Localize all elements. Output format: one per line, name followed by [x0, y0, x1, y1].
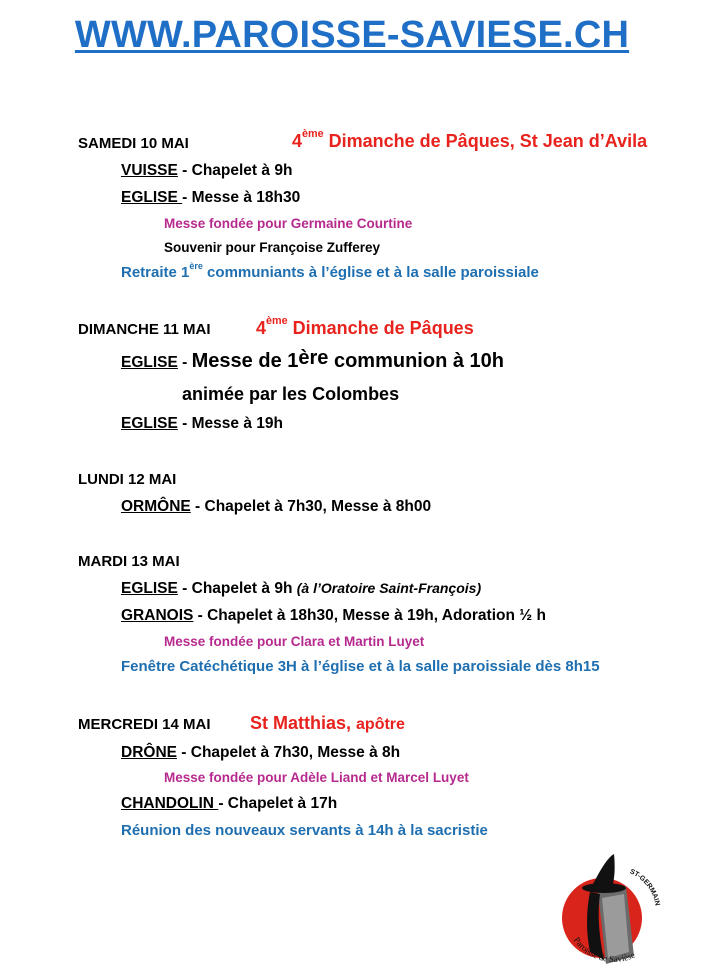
feast-sunday	[256, 315, 474, 339]
feast-sup: ème	[302, 128, 324, 140]
logo-bottom-text: Paroisse de Savièse	[571, 935, 637, 965]
logo-top-text: ST-GERMAIN	[628, 868, 661, 907]
entry-sup: ère	[298, 347, 329, 369]
note-servants: Réunion des nouveaux servants à 14h à la sacristie	[121, 822, 488, 839]
place-name: CHANDOLIN	[121, 795, 219, 812]
date-label: SAMEDI 10 MAI	[78, 135, 189, 152]
date-label: MERCREDI 14 MAI	[78, 716, 211, 733]
entry-text: - Chapelet à 9h	[177, 162, 293, 179]
souvenir-zufferey: Souvenir pour Françoise Zufferey	[164, 240, 381, 255]
feast-text: St Matthias,	[250, 713, 357, 733]
entry-text: Messe de 1	[191, 350, 299, 372]
entry-eglise-tue	[121, 580, 481, 598]
feast-number: 4	[256, 318, 267, 338]
intention-luyet: Messe fondée pour Clara et Martin Luyet	[164, 634, 425, 649]
entry-italic: (à l’Oratoire Saint-François)	[296, 580, 482, 596]
date-label: LUNDI 12 MAI	[78, 471, 177, 488]
intention-liand: Messe fondée pour Adèle Liand et Marcel Luyet	[164, 770, 469, 785]
feast-text: Dimanche de Pâques	[287, 318, 474, 338]
feast-sup: ème	[266, 315, 288, 327]
note-text: communiants à l’église et à la salle paroissiale	[202, 264, 539, 281]
parish-logo	[554, 852, 674, 972]
day-saturday	[78, 135, 189, 152]
feast-text: apôtre	[356, 716, 405, 733]
entry-dash: -	[177, 354, 192, 371]
day-monday	[78, 471, 176, 488]
entry-text: - Messe à 18h30	[182, 189, 301, 206]
place-name: EGLISE	[121, 580, 178, 597]
note-sup: ère	[189, 261, 203, 271]
place-name: DRÔNE	[121, 744, 177, 761]
day-wednesday	[78, 716, 211, 733]
date-label: MARDI 13 MAI	[78, 553, 180, 570]
place-name: EGLISE	[121, 415, 178, 432]
entry-text: - Chapelet à 9h	[177, 580, 297, 597]
place-name: ORMÔNE	[121, 498, 191, 515]
place-name: GRANOIS	[121, 607, 194, 624]
entry-ormone	[121, 498, 431, 516]
parish-website-url[interactable]: WWW.PAROISSE-SAVIESE.CH	[74, 14, 630, 56]
entry-chandolin	[121, 795, 337, 813]
note-text: Retraite 1	[121, 264, 190, 281]
entry-communion	[121, 347, 504, 373]
entry-eglise-sat	[121, 189, 300, 207]
entry-granois	[121, 607, 546, 625]
feast-wednesday	[250, 713, 405, 734]
entry-eglise-sun	[121, 415, 283, 433]
place-name: VUISSE	[121, 162, 178, 179]
entry-drone	[121, 744, 400, 762]
intention-courtine: Messe fondée pour Germaine Courtine	[164, 216, 413, 231]
feast-saturday	[292, 128, 648, 152]
entry-vuisse	[121, 162, 292, 180]
note-catechese: Fenêtre Catéchétique 3H à l’église et à la salle paroissiale dès 8h15	[121, 658, 600, 675]
entry-text: - Chapelet à 17h	[218, 795, 338, 812]
entry-colombes: animée par les Colombes	[182, 384, 400, 404]
day-sunday	[78, 321, 211, 338]
note-retraite	[121, 261, 539, 281]
entry-text: communion à 10h	[328, 350, 504, 372]
feast-number: 4	[292, 131, 303, 151]
place-name: EGLISE	[121, 354, 178, 371]
entry-text: - Chapelet à 18h30, Messe à 19h, Adoration ½ h	[193, 607, 546, 624]
date-label: DIMANCHE 11 MAI	[78, 321, 211, 338]
entry-text: - Messe à 19h	[177, 415, 283, 432]
place-name: EGLISE	[121, 189, 183, 206]
feast-text: Dimanche de Pâques, St Jean d’Avila	[323, 131, 648, 151]
entry-text: - Chapelet à 7h30, Messe à 8h	[176, 744, 401, 761]
day-tuesday	[78, 553, 180, 570]
entry-text: - Chapelet à 7h30, Messe à 8h00	[190, 498, 432, 515]
